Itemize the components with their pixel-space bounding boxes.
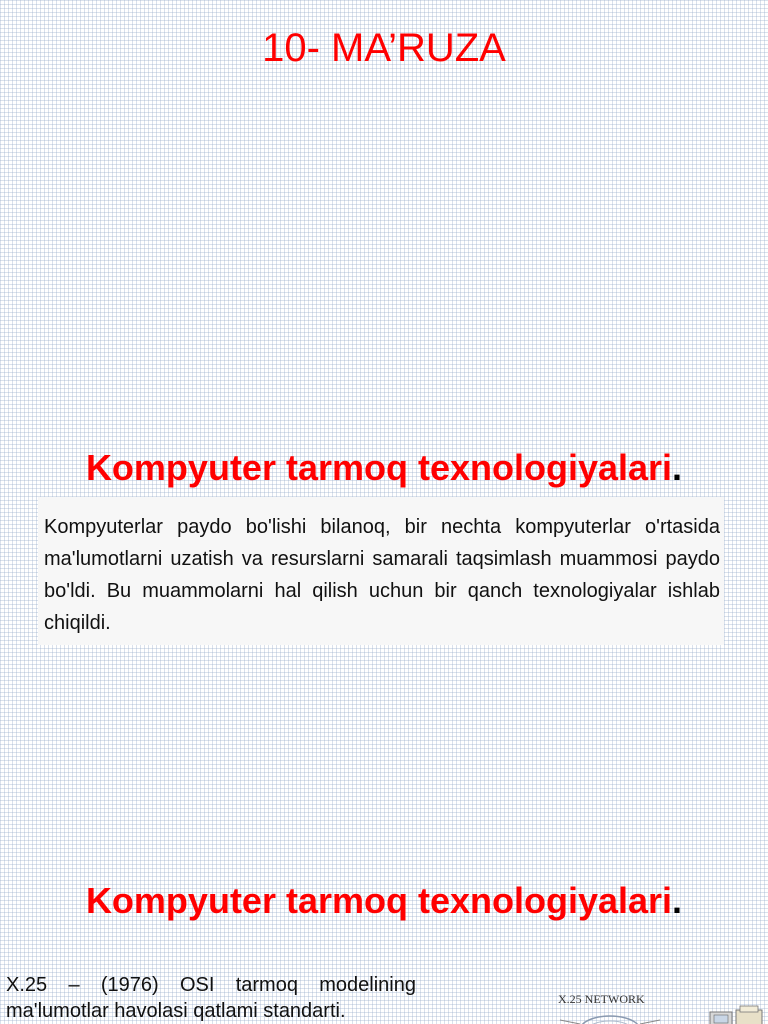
computer-icon	[710, 1012, 732, 1024]
section-heading	[0, 880, 768, 922]
x25-description	[6, 972, 416, 1024]
printer-icon	[736, 1006, 762, 1024]
network-label: X.25 NETWORK	[558, 992, 645, 1006]
x25-network-diagram	[540, 990, 768, 1024]
section-heading-text: Kompyuter tarmoq texnologiyalari	[85, 447, 673, 488]
x25-line-1: X.25 – (1976) OSI tarmoq modelining	[6, 974, 416, 996]
heading-period: .	[672, 880, 683, 921]
intro-paragraph: Kompyuterlar paydo bo'lishi bilanoq, bir nechta kompyuterlar o'rtasida ma'lumotlarni uzatish va resurslarni samarali taqsimlash muammosi paydo bo'ldi. Bu muammolarni hal qilish uchun bir qanch texnologiyalar ishlab chiqildi.	[44, 516, 720, 634]
network-cloud-icon	[540, 990, 768, 1024]
slide-title: 10- MA’RUZA	[262, 26, 506, 70]
intro-text-box	[38, 497, 724, 645]
section-heading-text: Kompyuter tarmoq texnologiyalari	[85, 880, 673, 921]
heading-period: .	[672, 447, 683, 488]
x25-line-2: ma'lumotlar havolasi qatlami standarti.	[6, 1000, 346, 1022]
section-heading	[0, 447, 768, 489]
